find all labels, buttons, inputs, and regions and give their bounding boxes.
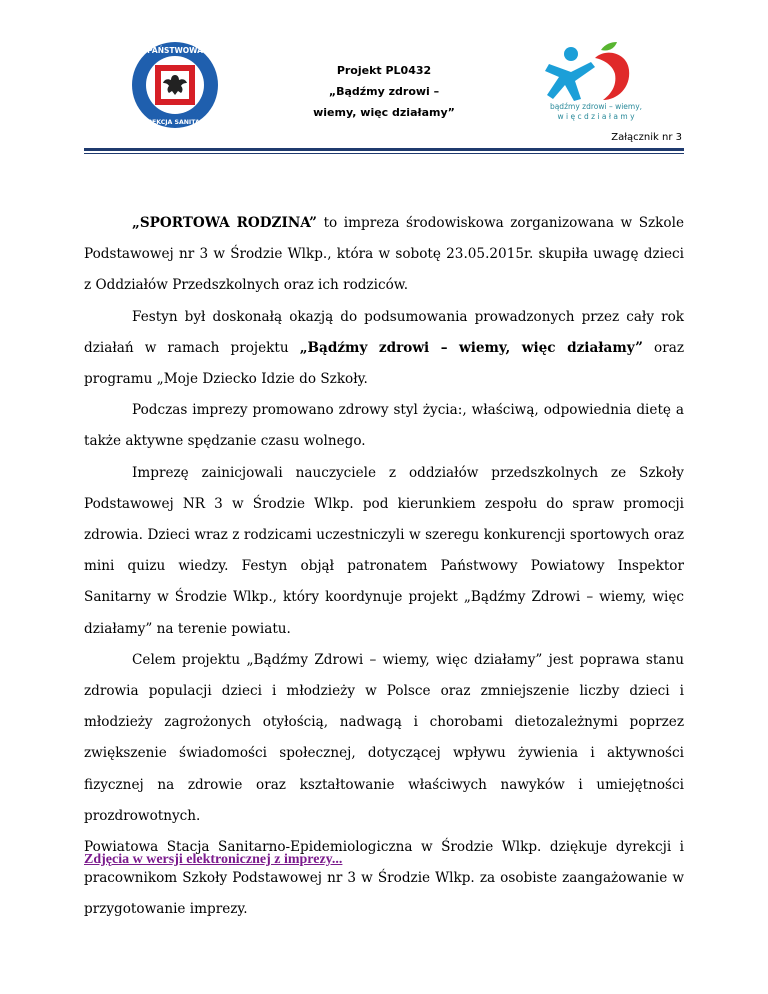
sanepid-logo: [130, 40, 220, 130]
header-rule-thin: [84, 153, 684, 154]
project-title: [270, 60, 498, 123]
paragraph-4: Imprezę zainicjowali nauczyciele z oddziałów przedszkolnych ze Szkoły Podstawowej NR 3 w Środzie Wlkp. pod kierunkiem zespołu do spraw promocji zdrowia. Dzieci wraz z rodzicami uczestniczyli w szeregu konkurencji sportowych oraz mini quizu wiedzy. Festyn objął patronatem Państwowy Powiatowy Inspektor Sanitarny w Środzie Wlkp., który koordynuje projekt „Bądźmy Zdrowi – wiemy, więc działamy” na terenie powiatu.: [84, 464, 684, 637]
event-name: „SPORTOWA RODZINA”: [132, 215, 318, 231]
project-line-3: wiemy, więc działamy”: [313, 106, 455, 119]
document-header: [0, 0, 768, 160]
project-logo-caption: [546, 102, 646, 122]
paragraph-2: [84, 302, 684, 396]
paragraph-2-text-b: oraz programu „Moje Dziecko Idzie do Szkoły.: [84, 339, 684, 388]
paragraph-5: Celem projektu „Bądźmy Zdrowi – wiemy, więc działamy” jest poprawa stanu zdrowia populacji dzieci i młodzieży w Polsce oraz zmniejszenie liczby dzieci i młodzieży zagrożonych otyłością, nadwagą i chorobami dietozależnymi poprzez zwiększenie świadomości społecznej, dotyczącej wpływu żywienia i aktywności fizycznej na zdrowie oraz kształtowanie właściwych nawyków i umiejętności: [84, 651, 684, 793]
project-line-2: „Bądźmy zdrowi –: [328, 85, 440, 98]
photos-link[interactable]: Zdjęcia w wersji elektronicznej z imprezy...: [84, 852, 343, 867]
header-rule-thick: [84, 148, 684, 151]
paragraph-2-text-a: Festyn był doskonałą okazją do podsumowania prowadzonych przez cały rok działań w ramach projektu: [84, 308, 684, 356]
logo-caption-line-2: w i ę c d z i a ł a m y: [557, 112, 635, 121]
logo-ring-top: PAŃSTWOWA: [147, 46, 203, 55]
paragraph-6: Powiatowa Stacja Sanitarno-Epidemiologiczna w Środzie Wlkp. dziękuje dyrekcji i pracownikom Szkoły Podstawowej nr 3 w Środzie Wlkp. za osobiste zaangażowanie w przygotowanie imprezy.: [84, 839, 684, 918]
project-name: „Bądźmy zdrowi – wiemy, więc działamy”: [299, 339, 643, 356]
attachment-label: Załącznik nr 3: [611, 132, 682, 143]
paragraph-3: Podczas imprezy promowano zdrowy styl życia:, właściwą, odpowiednia dietę a także aktywne spędzanie czasu wolnego.: [84, 402, 684, 450]
project-line-1: Projekt PL0432: [336, 64, 432, 77]
logo-caption-line-1: bądźmy zdrowi – wiemy,: [549, 102, 643, 111]
running-figure-apple-icon: [545, 42, 629, 101]
paragraph-1: [84, 208, 684, 302]
logo-ring-bottom: INSPEKCJA SANITARNA: [135, 119, 215, 126]
paragraph-1-text: to impreza środowiskowa zorganizowana w Szkole Podstawowej nr 3 w Środzie Wlkp., która w sobotę 23.05.2015r. skupiła uwagę dzieci z Oddziałów Przedszkolnych oraz ich rodziców.: [84, 215, 684, 294]
document-body: [84, 208, 684, 926]
paragraph-5-end: prozdrowotnych.: [84, 807, 201, 824]
